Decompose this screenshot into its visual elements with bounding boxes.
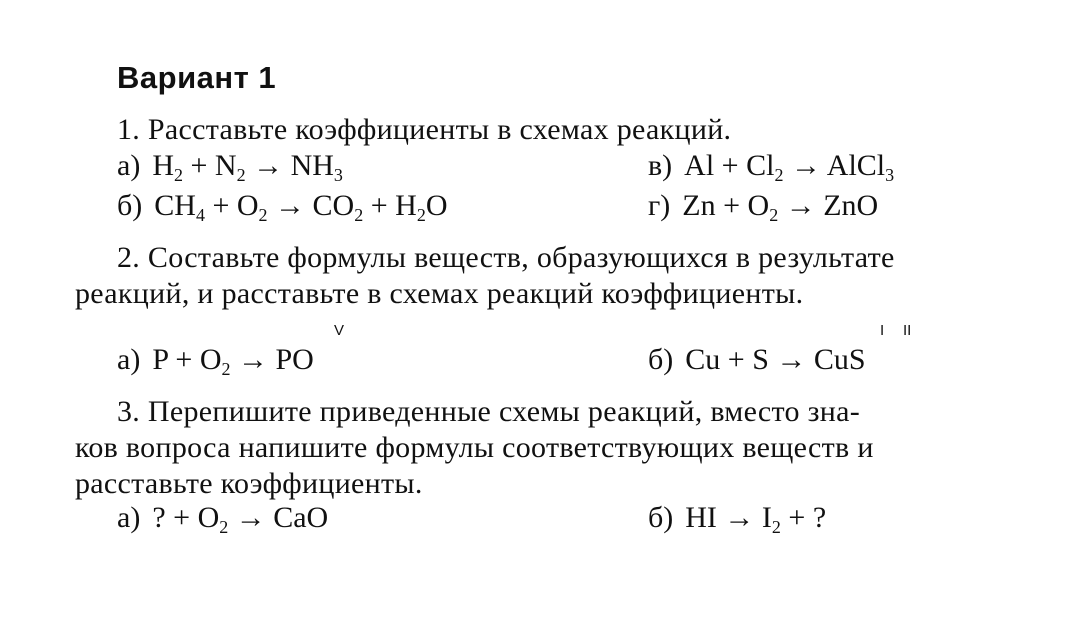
product-formula: PO <box>275 343 314 376</box>
subscript: 2 <box>173 165 183 185</box>
subscript: 3 <box>333 165 343 185</box>
task1-equation-v <box>648 148 894 184</box>
item-label: в) <box>648 149 673 182</box>
plus-sign: + <box>175 343 193 376</box>
variant-title: Вариант 1 <box>117 60 277 95</box>
subscript: 2 <box>354 205 364 225</box>
reactant-formula: CH <box>154 189 196 222</box>
unknown-reactant: ? <box>152 501 166 534</box>
subscript: 2 <box>774 165 784 185</box>
reactant-formula: Cl <box>746 149 775 182</box>
reactant-formula: Cu <box>685 343 721 376</box>
product-formula: H <box>395 189 417 222</box>
plus-sign: + <box>212 189 230 222</box>
product-formula: CuS <box>813 343 866 376</box>
task2-equation-b <box>648 342 866 378</box>
product-formula: O <box>425 189 448 222</box>
task3-equation-a <box>117 500 328 536</box>
unknown-product: ? <box>812 501 827 534</box>
reactant-formula: N <box>214 149 237 182</box>
item-label: а) <box>117 343 141 376</box>
reactant-formula: O <box>236 189 259 222</box>
subscript: 3 <box>885 165 895 185</box>
subscript: 2 <box>769 205 779 225</box>
product-formula: CaO <box>273 501 329 534</box>
plus-sign: + <box>788 501 806 534</box>
reactant-formula: Al <box>684 149 715 182</box>
reactant-formula: HI <box>685 501 717 534</box>
product-formula: CO <box>312 189 355 222</box>
task1-equation-b <box>117 188 448 224</box>
valence-mark: I <box>880 322 885 339</box>
task3-text-line3: расставьте коэффициенты. <box>75 467 423 500</box>
reactant-formula: P <box>152 343 168 376</box>
task1-text: 1. Расставьте коэффициенты в схемах реакций. <box>117 113 732 146</box>
reactant-formula: O <box>747 189 770 222</box>
item-label: г) <box>648 189 671 222</box>
subscript: 2 <box>258 205 268 225</box>
arrow-icon: → <box>237 343 268 376</box>
item-label: б) <box>648 501 674 534</box>
product-formula: I <box>761 501 772 534</box>
reactant-formula: O <box>199 343 222 376</box>
subscript: 2 <box>416 205 426 225</box>
task2-equation-a <box>117 342 314 378</box>
product-formula: AlCl <box>826 149 886 182</box>
task1-equation-a <box>117 148 343 184</box>
reactant-formula: O <box>197 501 220 534</box>
valence-mark: II <box>903 322 912 339</box>
reactant-formula: H <box>152 149 174 182</box>
plus-sign: + <box>727 343 745 376</box>
task2-text-line1: 2. Составьте формулы веществ, образующихся в результате <box>117 241 895 274</box>
arrow-icon: → <box>790 149 821 182</box>
subscript: 2 <box>219 517 229 537</box>
subscript: 4 <box>195 205 205 225</box>
arrow-icon: → <box>785 189 816 222</box>
plus-sign: + <box>190 149 208 182</box>
arrow-icon: → <box>275 189 306 222</box>
item-label: а) <box>117 149 141 182</box>
product-formula: ZnO <box>823 189 879 222</box>
plus-sign: + <box>721 149 739 182</box>
subscript: 2 <box>221 359 231 379</box>
plus-sign: + <box>723 189 741 222</box>
arrow-icon: → <box>724 501 755 534</box>
reactant-formula: Zn <box>682 189 716 222</box>
plus-sign: + <box>370 189 388 222</box>
plus-sign: + <box>173 501 191 534</box>
subscript: 2 <box>236 165 246 185</box>
task3-equation-b <box>648 500 826 536</box>
product-formula: NH <box>290 149 334 182</box>
arrow-icon: → <box>776 343 807 376</box>
reactant-formula: S <box>752 343 769 376</box>
task2-text-line2: реакций, и расставьте в схемах реакций коэффициенты. <box>75 277 804 310</box>
arrow-icon: → <box>253 149 284 182</box>
task1-equation-g <box>648 188 878 224</box>
task3-text-line2: ков вопроса напишите формулы соответствующих веществ и <box>75 431 874 464</box>
subscript: 2 <box>771 517 781 537</box>
item-label: б) <box>648 343 674 376</box>
item-label: б) <box>117 189 143 222</box>
valence-mark: V <box>334 322 345 339</box>
task3-text-line1: 3. Перепишите приведенные схемы реакций, вместо зна- <box>117 395 861 428</box>
arrow-icon: → <box>235 501 266 534</box>
item-label: а) <box>117 501 141 534</box>
